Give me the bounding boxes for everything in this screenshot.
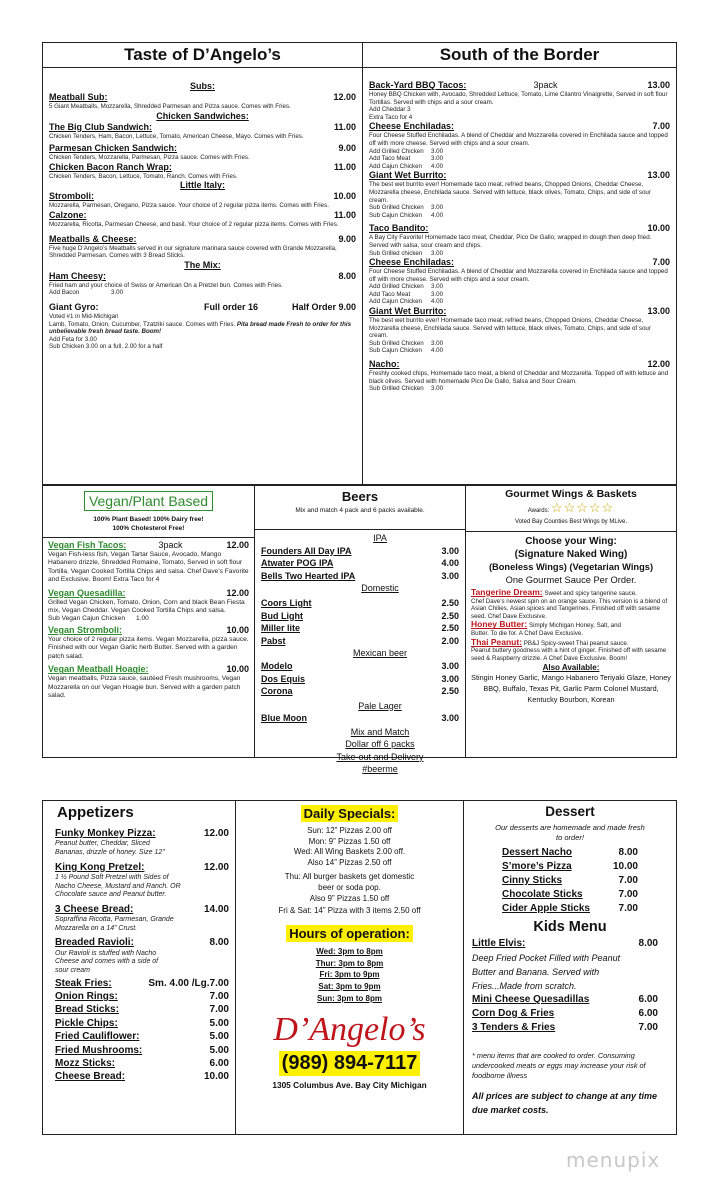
dessert-item: Dessert Nacho 8.00	[502, 847, 638, 858]
item-option: Add Bacon 3.00	[49, 289, 124, 297]
appetizer-item: Bread Sticks: 7.00	[55, 1004, 229, 1016]
beer-item: Miller lite 2.50	[261, 623, 459, 634]
beer-item: Atwater POG IPA 4.00	[261, 558, 459, 569]
special-line: Also 9” Pizzas 1.50 off	[309, 893, 390, 903]
sauce-desc: Butter. To die for. A Chef Dave Exclusive.	[471, 629, 584, 637]
hours-line: Sun: 3pm to 8pm	[317, 993, 382, 1003]
dessert-column	[464, 801, 676, 1134]
item-desc: Honey BBQ Chicken with, Avocado, Shredded Lettuce, Tomato, Lime Cilantro Vinaigrette, Served in soft flour Tortillas. Served with chips and a sour cream.	[369, 91, 668, 106]
special-line: Wed: All Wing Baskets 2.00 off.	[293, 847, 406, 857]
beer-item: Bud Light 2.50	[261, 610, 459, 621]
item-desc: Four Cheese Stuffed Enchiladas. A blend of Cheddar and Mozzarella covered in Enchilada sauce and topped off with more cheese. Served with chips and a sour cream.	[369, 132, 668, 147]
item-desc: Lamb, Tomato, Onion, Cucumber, Tzatziki sauce. Comes with Fries. Pita bread made Fresh to order for this unbelievable fresh bread taste. Boom!	[49, 320, 352, 336]
hours-line: Fri: 3pm to 9pm	[319, 970, 380, 980]
beers-note: Mix and match 4 pack and 6 packs available.	[295, 507, 425, 514]
menu-item: Vegan Stromboli: 10.00	[48, 625, 249, 636]
menu-item: Taco Bandito: 10.00	[369, 223, 670, 234]
menu-item: Back-Yard BBQ Tacos: 3pack 13.00	[369, 80, 670, 90]
item-desc: Deep Fried Pocket Filled with Peanut Butter and Banana. Served with Fries...Made from scratch.	[472, 953, 621, 991]
dessert-item: Cinny Sticks 7.00	[502, 875, 638, 886]
menu-item: Meatballs & Cheese: 9.00	[49, 233, 356, 244]
item-desc: Our Ravioli is stuffed with Nacho Cheese and comes with a side of sour cream	[55, 949, 159, 974]
item-option: Add Cajun Chicken 4.00	[369, 298, 444, 306]
dessert-item: Chocolate Sticks 7.00	[502, 889, 638, 900]
south-column	[363, 43, 676, 484]
beers-column	[255, 486, 466, 775]
item-desc: The best wet burrito ever! Homemade taco meat, refried beans, Chopped Onions, Cheddar Cheese, Mozzarella cheese, Enchilada sauce. Served with lettuce, black olives, Tomato, Chips, and side of sour cream.	[369, 181, 651, 204]
appetizer-item: Pickle Chips: 5.00	[55, 1017, 229, 1029]
sauce-desc: Chef Dave’s newest spin on an orange sauce. This version is a blend of Asian Chilies, Asian spices and Tangerines. Finished off with sesame seed. Chef Dave Exclusive.	[471, 597, 668, 620]
wings-title: Gourmet Wings & Baskets	[505, 488, 637, 500]
appetizer-item: Steak Fries: Sm. 4.00 /Lg.7.00	[55, 977, 229, 989]
watermark-logo: menupix	[566, 1148, 661, 1172]
food-warning: * menu items that are cooked to order. Consuming undercooked meats or eggs may increase your risk of foodborne illness	[472, 1051, 646, 1080]
item-desc: Chicken Tenders, Ham, Bacon, Lettuce, Tomato, American Cheese, Mayo. Comes with Fries.	[49, 132, 304, 140]
beer-item: Modelo 3.00	[261, 660, 459, 671]
kids-item: Corn Dog & Fries 6.00	[472, 1008, 658, 1019]
price-notice: All prices are subject to change at any time due market costs.	[472, 1091, 658, 1115]
menu-item: Chicken Bacon Ranch Wrap: 11.00	[49, 161, 356, 172]
item-desc: Chicken Tenders, Mozzarella, Parmesan, Pizza sauce. Comes with Fries.	[49, 154, 250, 162]
beer-section-label: Mexican beer	[352, 648, 408, 659]
item-desc: Fried ham and your choice of Swiss or American On a Pretzel bun. Comes with Fries.	[49, 281, 283, 289]
special-line: Sun: 12” Pizzas 2.00 off	[307, 826, 392, 835]
item-desc: Grilled Vegan Chicken, Tomato, Onion, Corn and black Bean Fiesta mix, Vegan Cheddar. Vegan Cooked Tortilla Chips and salsa.	[48, 598, 245, 615]
item-desc: Mozzarella, Ricotta, Parmesan Cheese, and basil. Your choice of 2 regular pizza items. Comes with Fries.	[49, 220, 339, 228]
item-option: Add Grilled Chicken 3.00	[369, 147, 444, 155]
kids-item: Mini Cheese Quesadillas 6.00	[472, 994, 658, 1005]
beer-item: Corona 2.50	[261, 686, 459, 697]
wing-choice: (Signature Naked Wing)	[514, 549, 628, 560]
beer-item: Coors Light 2.50	[261, 597, 459, 608]
item-desc: 5 Giant Meatballs, Mozzarella, Shredded Parmesan and Pizza sauce. Comes with Fries.	[49, 103, 291, 110]
menu-item: Cheese Enchiladas: 7.00	[369, 257, 670, 268]
dessert-note: Our desserts are homemade and made fresh to order!	[495, 823, 645, 842]
kids-item: 3 Tenders & Fries 7.00	[472, 1022, 658, 1033]
mix-label: The Mix:	[184, 259, 221, 270]
appetizer-item: Breaded Ravioli: 8.00	[55, 937, 229, 949]
menu-item: Nacho: 12.00	[369, 359, 670, 370]
taste-title: Taste of D’Angelo’s	[43, 43, 362, 68]
top-menu-box	[42, 42, 677, 485]
item-desc: Chicken Tenders, Bacon, Lettuce, Tomato, Ranch. Comes with Fries.	[49, 172, 238, 180]
item-desc: Sub Chicken 3.00 on a full, 2.00 for a half	[49, 343, 163, 351]
menu-item: Meatball Sub: 12.00	[49, 92, 356, 102]
item-desc: Mozzarella, Parmesan, Oregano, Pizza sauce. Your choice of 2 regular pizza items. Comes with Fries.	[49, 202, 329, 210]
menu-item: Giant Wet Burrito: 13.00	[369, 306, 670, 317]
sauce-item: Thai Peanut: PB&J Spicy-sweet Thai peanut sauce.	[471, 636, 629, 647]
appetizer-item: Funky Monkey Pizza: 12.00	[55, 828, 229, 839]
menu-item: The Big Club Sandwich: 11.00	[49, 121, 356, 132]
item-desc: A Bay City Favorite! Homemade taco meat, Cheddar, Pico De Gallo, wrapped in dough then deep fried. Served with salsa, sour cream and chips.	[369, 234, 652, 249]
item-option: Add Cajun Chicken 4.00	[369, 162, 444, 170]
specials-column	[236, 801, 464, 1134]
item-option: Sub Grilled Chicken 3.00	[369, 385, 444, 393]
beer-section-label: Domestic	[361, 583, 399, 594]
item-desc: Peanut butter, Cheddar, Sliced Bananas, drizzle of honey. Size 12”	[55, 840, 165, 856]
wing-choice: (Boneless Wings) (Vegetarian Wings)	[488, 562, 654, 572]
beer-footer: Mix and Match Dollar off 6 packs Take-out and Delivery #beerme	[336, 726, 424, 775]
item-desc: Vegan meatballs, Pizza sauce, sautéed Fresh mushrooms, Vegan Mozzarella on our Vegan Hoagie bun. Served with a garden patch salad.	[48, 675, 241, 700]
dessert-item: Cider Apple Sticks 7.00	[502, 903, 638, 914]
vegan-note: 100% Cholesterol Free!	[112, 525, 185, 532]
subs-label: Subs:	[189, 81, 215, 91]
item-desc: Your choice of 2 regular pizza items. Vegan Mozzarella, pizza sauce. Finished with our Vegan Garlic herb Butter. Served with a garden patch salad.	[48, 636, 249, 660]
appetizer-item: Mozz Sticks: 6.00	[55, 1058, 229, 1069]
beer-item: Founders All Day IPA 3.00	[261, 545, 459, 556]
special-line: Mon: 9” Pizzas 1.50 off	[308, 836, 391, 846]
menu-item: Giant Gyro: Full order 16 Half Order 9.00	[49, 301, 356, 312]
menu-item: Giant Wet Burrito: 13.00	[369, 170, 670, 181]
vegan-column	[43, 486, 255, 757]
beer-section-label: Pale Lager	[358, 700, 402, 711]
item-desc: Vegan Fish-less fish, Vegan Tartar Sauce, Avocado, Mango Habanero drizzle, Shredded Romaine, Tomato, Served in soft flour Tortilla. Vegan Cooked Tortilla Chips and salsa. Chef Dave’s Favorite and Exclusive. Boom! Extra Taco for 4	[48, 551, 249, 584]
item-option: Sub Cajun Chicken 4.00	[369, 347, 444, 355]
hours-line: Wed: 3pm to 8pm	[316, 946, 383, 956]
menu-item: Ham Cheesy: 8.00	[49, 270, 356, 281]
appetizers-column	[43, 801, 236, 1134]
item-desc: Four Cheese Stuffed Enchiladas. A blend of Cheddar and Mozzarella covered in Enchilada sauce and topped off with more cheese. Served with chips and a sour cream.	[369, 268, 668, 283]
beer-item: Pabst 2.00	[261, 635, 459, 646]
star-icon: ☆☆☆☆☆	[550, 500, 615, 515]
item-option: Add Taco Meat 3.00	[369, 155, 444, 163]
phone-number[interactable]: (989) 894-7117	[279, 1051, 421, 1076]
item-option: Add Grilled Chicken 3.00	[369, 283, 444, 291]
menu-item: Cheese Enchiladas: 7.00	[369, 121, 670, 132]
sauce-desc: Peanut buttery goodness with a hint of ginger. Finished off with sesame seed & Raspberry drizzle. A Chef Dave Exclusive. Boom!	[471, 647, 667, 662]
kids-item: Little Elvis: 8.00	[472, 938, 658, 949]
beers-title: Beers	[341, 489, 379, 504]
sauce-item: Honey Butter: Simply Michigan Honey, Salt, and	[471, 619, 621, 630]
beer-item: Blue Moon 3.00	[261, 713, 459, 724]
hours-line: Thur: 3pm to 8pm	[315, 958, 384, 968]
item-option: Sub Cajun Chicken 4.00	[369, 211, 444, 219]
item-option: Sub Grilled Chicken 3.00	[369, 204, 444, 212]
special-line: Fri & Sat: 14” Pizza with 3 items 2.50 off	[278, 906, 421, 916]
item-desc: Voted #1 in Mid-Michigan	[49, 312, 119, 320]
item-option: Sub Grilled Chicken 3.00	[369, 339, 444, 347]
south-title: South of the Border	[363, 43, 676, 68]
kids-title: Kids Menu	[533, 919, 607, 935]
italy-label: Little Italy:	[179, 180, 225, 191]
appetizer-item: Cheese Bread: 10.00	[55, 1071, 229, 1083]
appetizer-item: King Kong Pretzel: 12.00	[55, 861, 229, 873]
wings-column	[466, 486, 676, 757]
wing-choice: Choose your Wing:	[525, 536, 617, 547]
item-option: Sub Grilled chicken 3.00	[369, 249, 444, 257]
taste-column	[43, 43, 363, 484]
dessert-title: Dessert	[545, 804, 595, 819]
chicken-label: Chicken Sandwiches:	[156, 110, 249, 121]
specials-title: Daily Specials:	[301, 805, 399, 822]
item-desc: Add Feta for 3.00	[49, 335, 97, 343]
menu-item: Vegan Fish Tacos: 3pack 12.00	[48, 540, 249, 550]
item-desc: Add Cheddar 3	[369, 106, 411, 114]
wings-awards: Awards: ☆☆☆☆☆	[527, 500, 615, 515]
brand-logo: D’Angelo’s	[273, 1010, 426, 1048]
menu-item: Calzone: 11.00	[49, 209, 356, 220]
beer-item: Bells Two Hearted IPA 3.00	[261, 570, 459, 581]
beer-section-label: IPA	[373, 533, 387, 543]
hours-line: Sat: 3pm to 9pm	[318, 982, 381, 992]
item-desc: Five huge D’Angelo’s Meatballs served in our signature marinara sauce covered with Grande Mozzarella, Shredded Parmesan. Comes with 3 Bread Sticks.	[49, 244, 337, 260]
menu-item: Parmesan Chicken Sandwich: 9.00	[49, 143, 356, 154]
item-option: Add Taco Meat 3.00	[369, 290, 444, 298]
address: 1305 Columbus Ave. Bay City Michigan	[272, 1079, 427, 1090]
bottom-menu-box	[42, 800, 677, 1135]
appetizers-title: Appetizers	[57, 804, 134, 821]
item-desc: The best wet burrito ever! Homemade taco meat, refried beans, Chopped Onions, Cheddar Cheese, Mozzarella cheese, Enchilada sauce. Served with lettuce, black olives, Tomato, Chips, and side of sour cream.	[369, 317, 651, 340]
beer-item: Dos Equis 3.00	[261, 673, 459, 684]
item-desc: Freshly cooked chips, Homemade taco meat, a blend of Cheddar and Mozzarella. Topped off with lettuce and black olives. Served with homemade Pico De Gallo, Salsa and Sour Cream.	[369, 370, 669, 385]
sauce-item: Tangerine Dream: Sweet and spicy tangerine sauce.	[471, 587, 637, 597]
item-option: Sub Vegan Cajun Chicken 1.00	[48, 615, 149, 623]
appetizer-item: 3 Cheese Bread: 14.00	[55, 903, 229, 915]
also-available-label: Also Available:	[542, 663, 600, 673]
special-line: Also 14” Pizzas 2.50 off	[307, 857, 392, 867]
appetizer-item: Onion Rings: 7.00	[55, 990, 229, 1002]
menu-item: Vegan Quesadilla: 12.00	[48, 587, 249, 598]
menu-item: Stromboli: 10.00	[49, 191, 356, 202]
menu-item: Vegan Meatball Hoagie: 10.00	[48, 664, 249, 675]
vegan-note: 100% Plant Based! 100% Dairy free!	[93, 516, 204, 523]
appetizer-item: Fried Mushrooms: 5.00	[55, 1044, 229, 1056]
special-line: Thu: All burger baskets get domestic beer or soda pop.	[284, 872, 415, 892]
hours-title: Hours of operation:	[286, 925, 413, 942]
item-desc: 1 ½ Pound Soft Pretzel with Sides of Nacho Cheese, Mustard and Ranch. OR Chocolate sauce and Peanut butter.	[55, 874, 181, 899]
middle-menu-box	[42, 485, 677, 775]
wings-voted: Voted Bay Counties Best Wings by MLive.	[514, 519, 628, 525]
vegan-title: Vegan/Plant Based	[84, 491, 213, 511]
dessert-item: S’more’s Pizza 10.00	[502, 861, 638, 872]
wing-choice: One Gourmet Sauce Per Order.	[505, 575, 637, 585]
also-available-list: Stingin Honey Garlic, Mango Habanero Teriyaki Glaze, Honey BBQ, Buffalo, Texas Pit, Garlic Parm Colonel Mustard, Kentucky Bourbon, Korean	[471, 673, 671, 704]
item-desc: Extra Taco for 4	[369, 113, 413, 121]
appetizer-item: Fried Cauliflower: 5.00	[55, 1031, 229, 1043]
item-desc: Sopraffina Ricotta, Parmesan, Grande Mozzarella on a 14” Crust.	[55, 916, 174, 932]
